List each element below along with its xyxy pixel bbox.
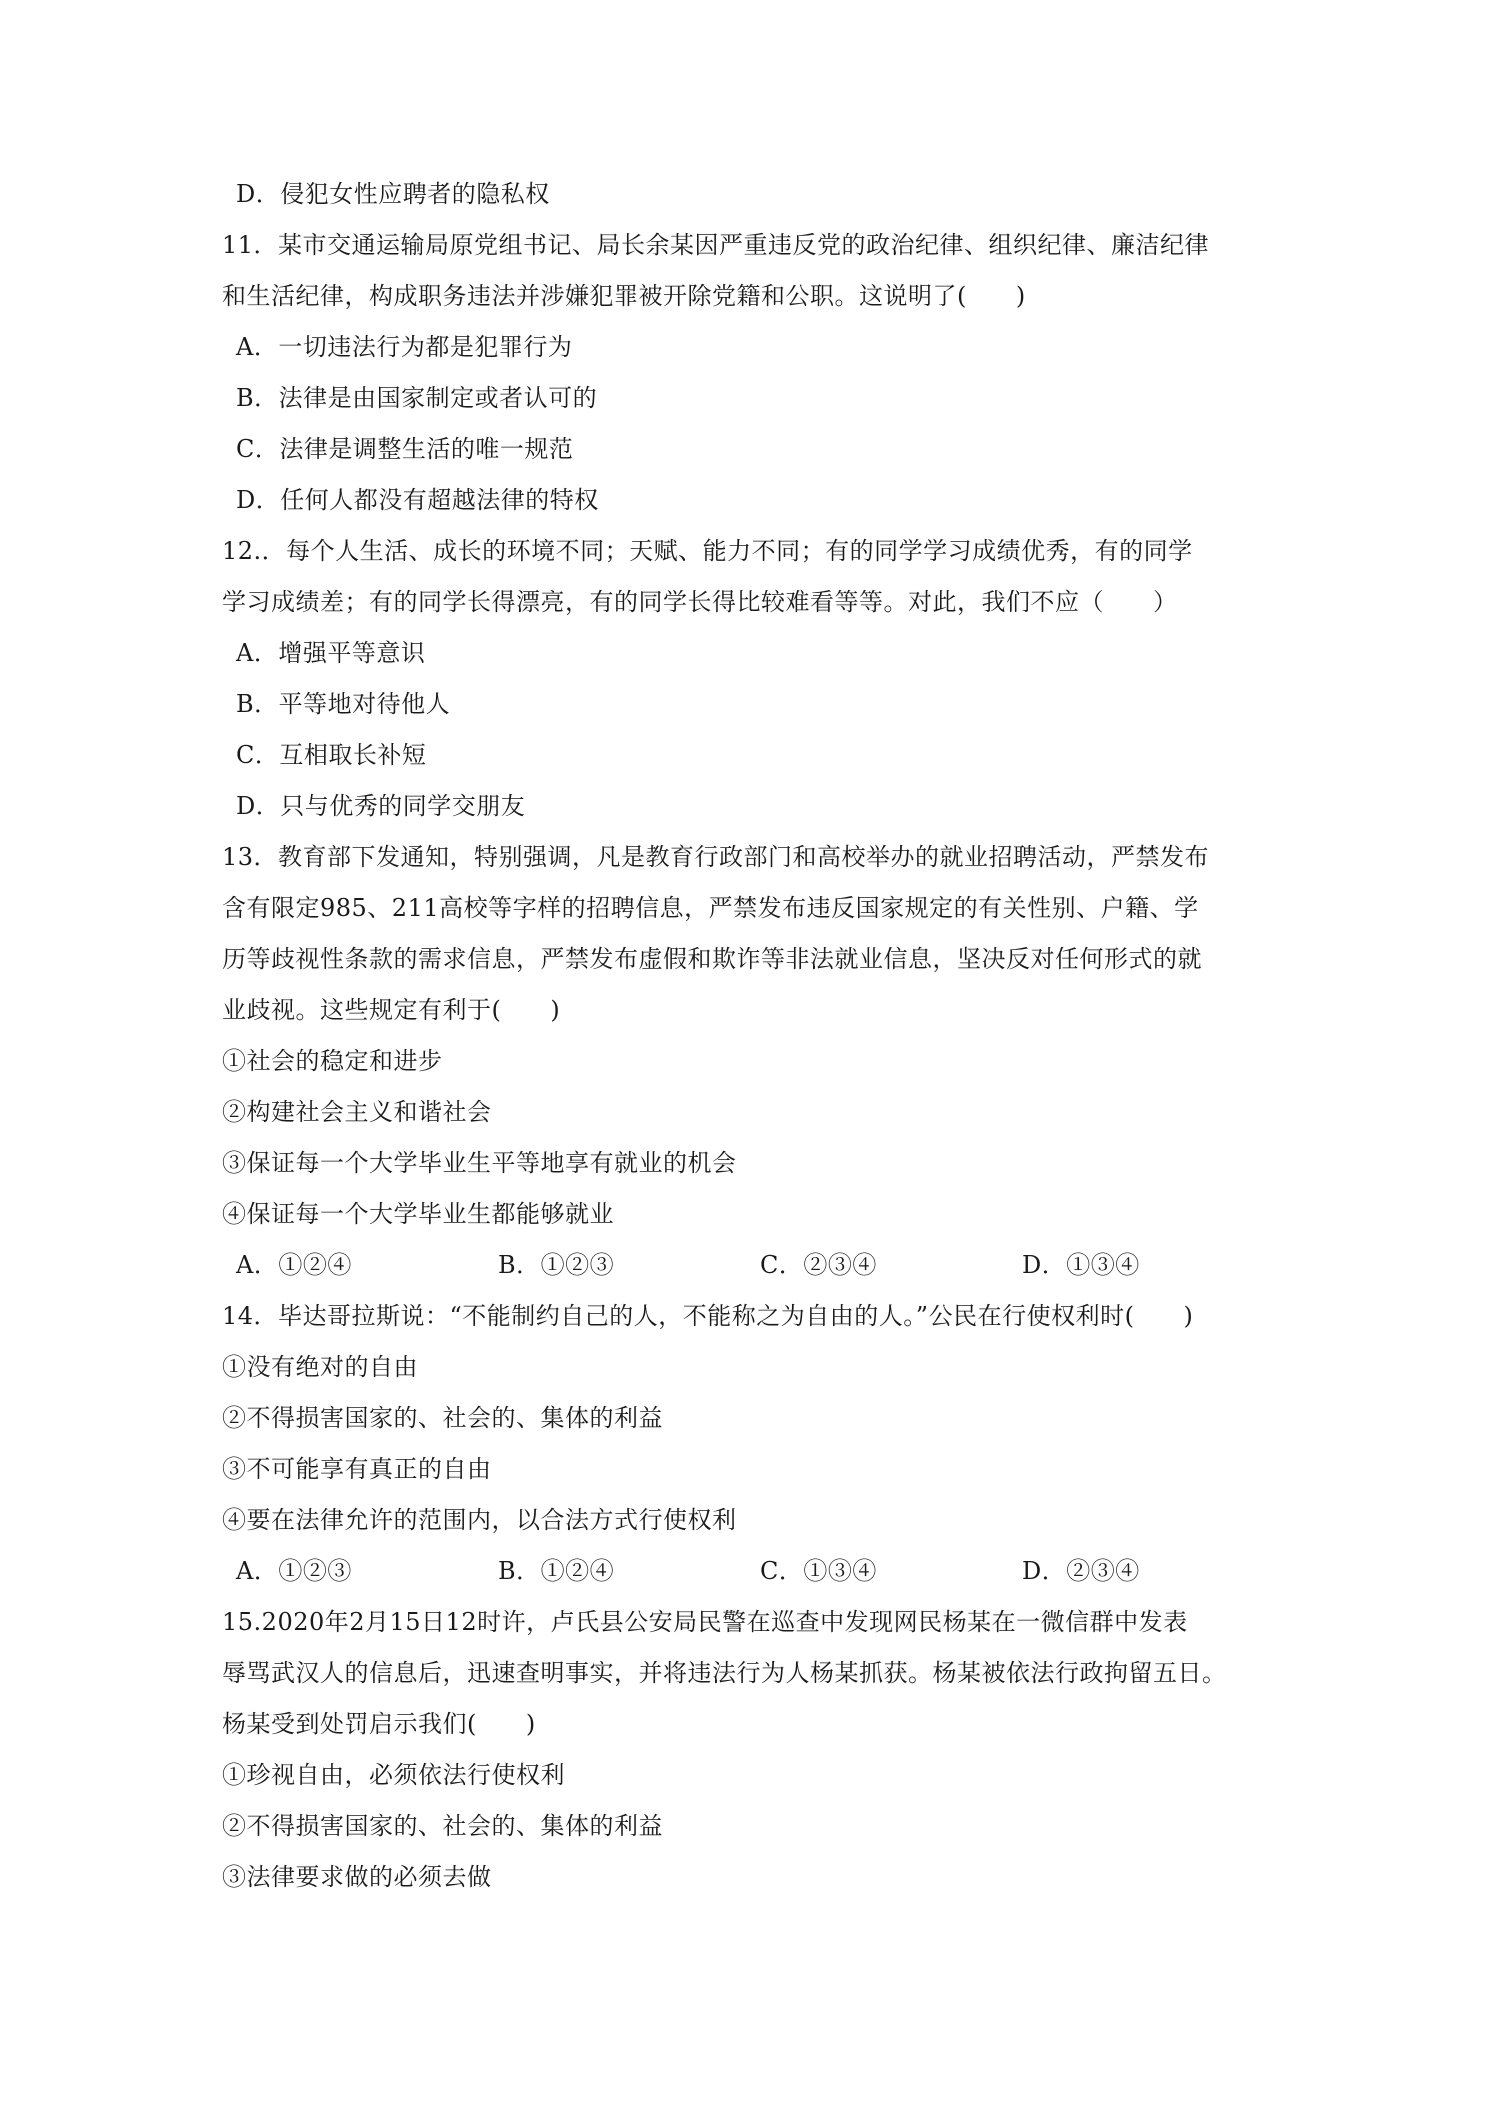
q13-stem-line-2: 含有限定985、211高校等字样的招聘信息，严禁发布违反国家规定的有关性别、户籍、学 xyxy=(222,894,1199,922)
q12-stem-line-2: 学习成绩差；有的同学长得漂亮，有的同学长得比较难看等等。对此，我们不应（ ） xyxy=(222,588,1178,616)
q11-option-c: C．法律是调整生活的唯一规范 xyxy=(236,435,574,463)
q12-stem-line-1: 12.．每个人生活、成长的环境不同；天赋、能力不同；有的同学学习成绩优秀，有的同学 xyxy=(222,537,1193,565)
q11-stem-line-2: 和生活纪律，构成职务违法并涉嫌犯罪被开除党籍和公职。这说明了( ) xyxy=(222,282,1026,310)
q14-statement-4: ④要在法律允许的范围内，以合法方式行使权利 xyxy=(222,1506,737,1534)
q13-statement-1: ①社会的稳定和进步 xyxy=(222,1047,443,1075)
q12-option-c: C．互相取长补短 xyxy=(236,741,427,769)
q15-statement-2: ②不得损害国家的、社会的、集体的利益 xyxy=(222,1812,663,1840)
q14-statement-2: ②不得损害国家的、社会的、集体的利益 xyxy=(222,1404,663,1432)
q11-option-a: A．一切违法行为都是犯罪行为 xyxy=(236,333,573,361)
q11-option-d: D．任何人都没有超越法律的特权 xyxy=(236,486,599,514)
q14-option-c: C．①③④ xyxy=(760,1557,877,1585)
q13-option-c: C．②③④ xyxy=(760,1251,877,1279)
q14-option-a: A．①②③ xyxy=(236,1557,352,1585)
q10-option-d: D．侵犯女性应聘者的隐私权 xyxy=(236,180,550,208)
q14-option-d: D．②③④ xyxy=(1022,1557,1140,1585)
q11-stem-line-1: 11．某市交通运输局原党组书记、局长余某因严重违反党的政治纪律、组织纪律、廉洁纪律 xyxy=(222,231,1210,259)
q14-stem-line-1: 14．毕达哥拉斯说：“不能制约自己的人，不能称之为自由的人。”公民在行使权利时( ) xyxy=(222,1302,1194,1330)
q11-option-b: B．法律是由国家制定或者认可的 xyxy=(236,384,598,412)
q13-option-d: D．①③④ xyxy=(1022,1251,1140,1279)
q13-option-a: A．①②④ xyxy=(236,1251,352,1279)
q13-stem-line-4: 业歧视。这些规定有利于( ) xyxy=(222,996,561,1024)
q14-option-b: B．①②④ xyxy=(498,1557,615,1585)
q15-stem-line-1: 15.2020年2月15日12时许，卢氏县公安局民警在巡查中发现网民杨某在一微信群中发表 xyxy=(222,1608,1188,1636)
q15-stem-line-3: 杨某受到处罚启示我们( ) xyxy=(222,1710,536,1738)
q15-stem-line-2: 辱骂武汉人的信息后，迅速查明事实，并将违法行为人杨某抓获。杨某被依法行政拘留五日。 xyxy=(222,1659,1227,1687)
q13-stem-line-3: 历等歧视性条款的需求信息，严禁发布虚假和欺诈等非法就业信息，坚决反对任何形式的就 xyxy=(222,945,1202,973)
q13-stem-line-1: 13．教育部下发通知，特别强调，凡是教育行政部门和高校举办的就业招聘活动，严禁发布 xyxy=(222,843,1210,871)
q12-option-a: A．增强平等意识 xyxy=(236,639,426,667)
q13-statement-2: ②构建社会主义和谐社会 xyxy=(222,1098,492,1126)
q13-statement-3: ③保证每一个大学毕业生平等地享有就业的机会 xyxy=(222,1149,737,1177)
q12-option-b: B．平等地对待他人 xyxy=(236,690,451,718)
q13-statement-4: ④保证每一个大学毕业生都能够就业 xyxy=(222,1200,614,1228)
q15-statement-3: ③法律要求做的必须去做 xyxy=(222,1863,492,1891)
q14-statement-3: ③不可能享有真正的自由 xyxy=(222,1455,492,1483)
q15-statement-1: ①珍视自由，必须依法行使权利 xyxy=(222,1761,565,1789)
q12-option-d: D．只与优秀的同学交朋友 xyxy=(236,792,526,820)
q13-option-b: B．①②③ xyxy=(498,1251,615,1279)
q14-statement-1: ①没有绝对的自由 xyxy=(222,1353,418,1381)
